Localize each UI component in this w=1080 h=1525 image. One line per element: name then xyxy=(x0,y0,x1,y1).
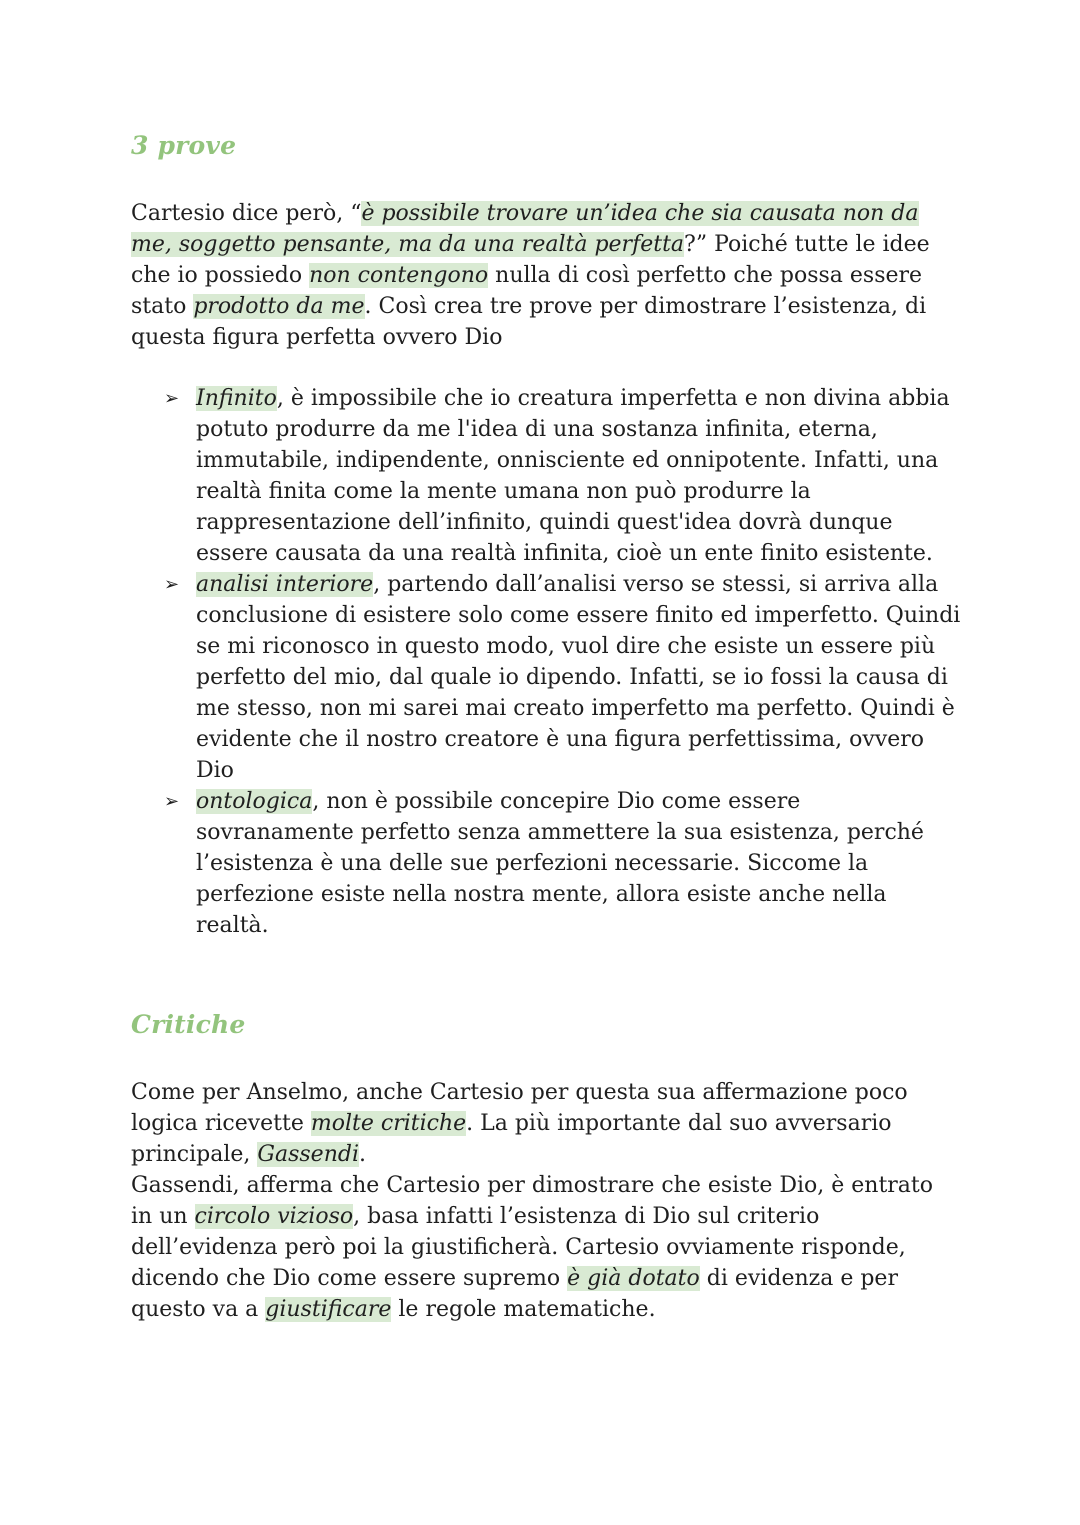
critiche-p2-highlight-2: è già dotato xyxy=(567,1266,700,1291)
critiche-p2-text-3: di evidenza e per questo va a xyxy=(131,1266,898,1322)
critiche-p1-highlight-2: Gassendi xyxy=(257,1142,359,1167)
document-content xyxy=(131,128,961,1325)
intro-text-2: ?” Poiché tutte le idee che io possiedo xyxy=(131,232,930,288)
critiche-p1-text-2: . La più importante dal suo avversario principale, xyxy=(131,1111,892,1167)
bullet-term: ontologica xyxy=(196,789,313,814)
list-item-ontologica xyxy=(164,786,961,941)
arrow-bullet-icon: ➢ xyxy=(164,388,180,409)
critiche-p1-text-1: Come per Anselmo, anche Cartesio per questa sua affermazione poco logica ricevette xyxy=(131,1080,908,1136)
critiche-paragraph-2 xyxy=(131,1170,961,1325)
intro-highlight-2: non contengono xyxy=(309,263,489,288)
arrow-bullet-icon: ➢ xyxy=(164,574,180,595)
arrow-bullet-icon: ➢ xyxy=(164,791,180,812)
critiche-p2-text-2: , basa infatti l’esistenza di Dio sul criterio dell’evidenza però poi la giustificherà. Cartesio ovviamente risponde, dicendo che Dio come essere supremo xyxy=(131,1204,906,1291)
section-title-prove: 3 prove xyxy=(131,131,237,160)
intro-text-4: . Così crea tre prove per dimostrare l’esistenza, di questa figura perfetta ovvero Dio xyxy=(131,294,927,350)
intro-text-1: Cartesio dice però, “ xyxy=(131,201,362,226)
list-item-analisi-interiore xyxy=(164,569,961,786)
proofs-list xyxy=(131,383,961,941)
section-title-critiche: Critiche xyxy=(131,1010,246,1039)
critiche-p1-text-3: . xyxy=(358,1142,366,1167)
critiche-p1-highlight-1: molte critiche xyxy=(310,1111,467,1136)
critiche-p2-text-4: le regole matematiche. xyxy=(391,1297,656,1322)
critiche-p2-highlight-1: circolo vizioso xyxy=(194,1204,354,1229)
bullet-text: , è impossibile che io creatura imperfetta e non divina abbia potuto produrre da me l'idea di una sostanza infinita, eterna, immutabile, indipendente, onnisciente ed onnipotente. Infatti, una realtà finita come la mente umana non può produrre la rappresentazione dell’infinito, quindi quest'idea dovrà dunque essere causata da una realtà infinita, cioè un ente finito esistente. xyxy=(196,386,950,566)
critiche-p2-text-1: Gassendi, afferma che Cartesio per dimostrare che esiste Dio, è entrato in un xyxy=(131,1173,934,1229)
critiche-p2-highlight-3: giustificare xyxy=(265,1297,392,1322)
list-item-infinito xyxy=(164,383,961,569)
critiche-paragraph-1 xyxy=(131,1077,961,1170)
bullet-term: analisi interiore xyxy=(196,572,374,597)
intro-paragraph xyxy=(131,198,961,353)
intro-highlight-1: è possibile trovare un’idea che sia causata non da me, soggetto pensante, ma da una realtà perfetta xyxy=(131,201,919,257)
bullet-text: , non è possibile concepire Dio come essere sovranamente perfetto senza ammettere la sua esistenza, perché l’esistenza è una delle sue perfezioni necessarie. Siccome la perfezione esiste nella nostra mente, allora esiste anche nella realtà. xyxy=(196,789,924,938)
bullet-text: , partendo dall’analisi verso se stessi, si arriva alla conclusione di esistere solo come essere finito ed imperfetto. Quindi se mi riconosco in questo modo, vuol dire che esiste un essere più perfetto del mio, dal quale io dipendo. Infatti, se io fossi la causa di me stesso, non mi sarei mai creato imperfetto ma perfetto. Quindi è evidente che il nostro creatore è una figura perfettissima, ovvero Dio xyxy=(196,572,961,783)
intro-text-3: nulla di così perfetto che possa essere stato xyxy=(131,263,923,319)
bullet-term: Infinito xyxy=(196,386,277,411)
intro-highlight-3: prodotto da me xyxy=(193,294,365,319)
